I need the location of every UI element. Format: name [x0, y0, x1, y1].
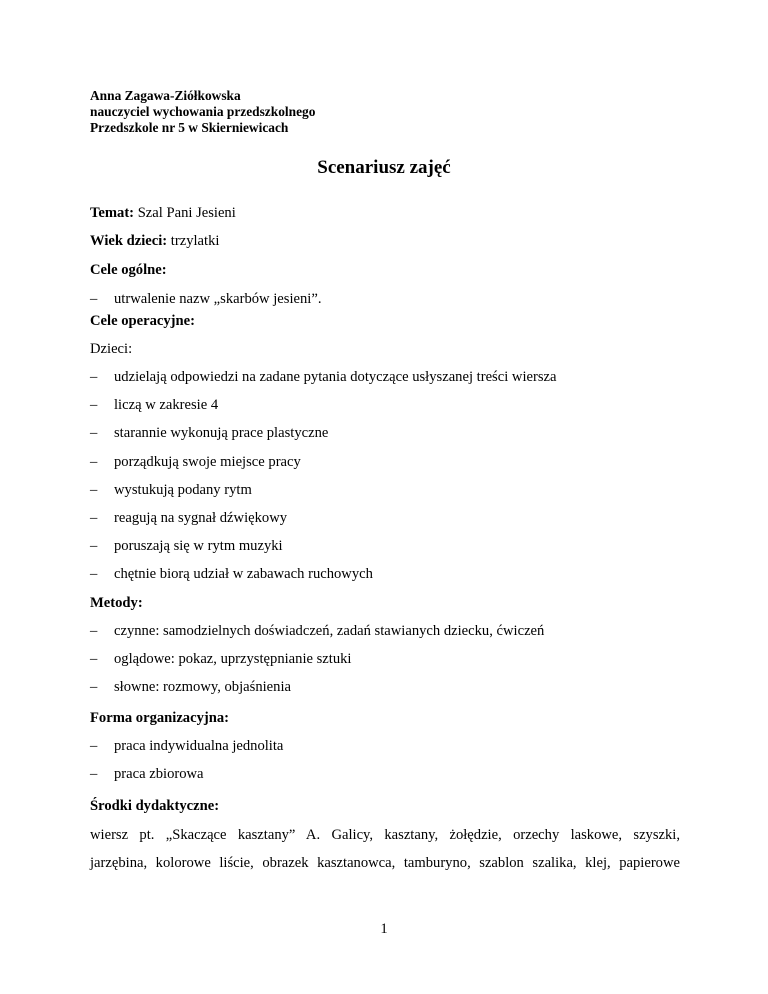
list-item: – udzielają odpowiedzi na zadane pytania dotyczące usłyszanej treści wiersza — [90, 369, 557, 385]
dash-bullet: – — [90, 291, 98, 307]
operational-goals-heading: Cele operacyjne: — [90, 313, 195, 329]
list-item: – praca zbiorowa — [90, 766, 204, 782]
dash-bullet: – — [90, 425, 98, 441]
dash-bullet: – — [90, 454, 98, 470]
list-item: – porządkują swoje miejsce pracy — [90, 454, 301, 470]
author-name: Anna Zagawa-Ziółkowska — [90, 88, 241, 103]
operational-goals-intro: Dzieci: — [90, 341, 133, 357]
list-item: – chętnie biorą udział w zabawach ruchowych — [90, 566, 373, 582]
materials-line: jarzębina, kolorowe liście, obrazek kasztanowca, tamburyno, szablon szalika, klej, papierowe — [90, 855, 680, 871]
topic-label: Temat: — [90, 205, 135, 221]
author-block — [90, 88, 315, 136]
dash-bullet: – — [90, 538, 98, 554]
dash-bullet: – — [90, 738, 98, 754]
organization-heading: Forma organizacyjna: — [90, 710, 230, 726]
age-label: Wiek dzieci: — [90, 233, 168, 249]
dash-bullet: – — [90, 566, 98, 582]
document-title: Scenariusz zajęć — [317, 157, 451, 178]
list-item: – słowne: rozmowy, objaśnienia — [90, 679, 291, 695]
dash-bullet: – — [90, 623, 98, 639]
age-value: trzylatki — [167, 233, 220, 249]
dash-bullet: – — [90, 651, 98, 667]
dash-bullet: – — [90, 397, 98, 413]
topic-line — [90, 205, 236, 222]
list-item: – czynne: samodzielnych doświadczeń, zadań stawianych dziecku, ćwiczeń — [90, 623, 545, 639]
dash-bullet: – — [90, 369, 98, 385]
dash-bullet: – — [90, 510, 98, 526]
materials-heading: Środki dydaktyczne: — [90, 798, 220, 814]
age-line — [90, 233, 219, 250]
list-item: – starannie wykonują prace plastyczne — [90, 425, 329, 441]
page-number: 1 — [380, 921, 388, 937]
general-goals-heading: Cele ogólne: — [90, 262, 167, 278]
list-item: – praca indywidualna jednolita — [90, 738, 284, 754]
list-item: – oglądowe: pokaz, uprzystępnianie sztuki — [90, 651, 352, 667]
list-item: – poruszają się w rytm muzyki — [90, 538, 283, 554]
author-institution: Przedszkole nr 5 w Skierniewicach — [90, 120, 289, 135]
author-role: nauczyciel wychowania przedszkolnego — [90, 104, 316, 119]
list-item: – liczą w zakresie 4 — [90, 397, 219, 413]
list-item: – reagują na sygnał dźwiękowy — [90, 510, 288, 526]
topic-value: Szal Pani Jesieni — [134, 205, 236, 221]
dash-bullet: – — [90, 766, 98, 782]
list-item: – utrwalenie nazw „skarbów jesieni”. — [90, 291, 322, 307]
methods-heading: Metody: — [90, 595, 143, 611]
list-item: – wystukują podany rytm — [90, 482, 252, 498]
dash-bullet: – — [90, 679, 98, 695]
dash-bullet: – — [90, 482, 98, 498]
materials-line: wiersz pt. „Skaczące kasztany” A. Galicy, kasztany, żołędzie, orzechy laskowe, szyszki, — [90, 827, 680, 843]
